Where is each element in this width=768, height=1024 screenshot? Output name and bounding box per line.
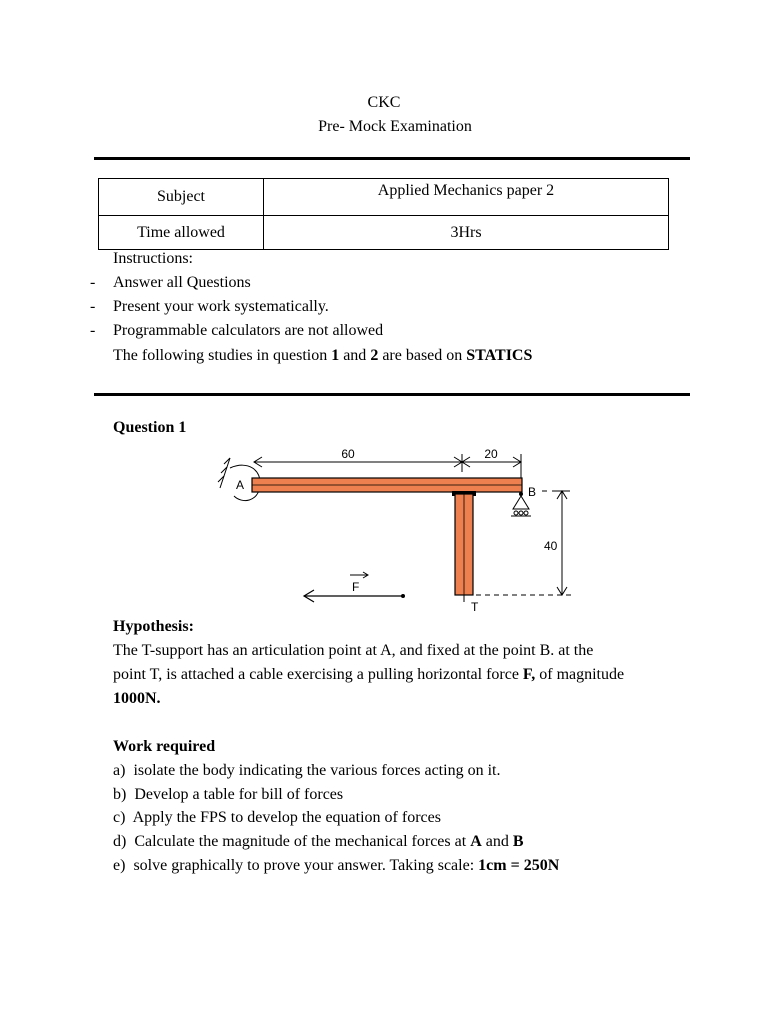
dimension-label-20: 20	[484, 447, 498, 461]
time-label: Time allowed	[99, 216, 264, 250]
time-value: 3Hrs	[264, 216, 669, 250]
instruction-item: Present your work systematically.	[113, 298, 329, 315]
hypothesis-line-3: 1000N.	[113, 690, 161, 707]
work-item-e: e) solve graphically to prove your answer. Taking scale: 1cm = 250N	[113, 857, 560, 874]
work-item-c: c) Apply the FPS to develop the equation of forces	[113, 809, 441, 826]
table-row	[99, 216, 669, 250]
hypothesis-title: Hypothesis:	[113, 618, 194, 635]
roller-support-b	[513, 496, 529, 509]
point-t-label: T	[471, 600, 479, 614]
instruction-item: Answer all Questions	[113, 274, 251, 291]
work-item-d: d) Calculate the magnitude of the mechanical forces at A and B	[113, 833, 524, 850]
table-row	[99, 179, 669, 216]
force-label: F	[352, 580, 360, 594]
exam-title: Pre- Mock Examination	[318, 118, 472, 135]
top-divider	[94, 157, 690, 160]
work-title: Work required	[113, 738, 216, 755]
point-a-label: A	[236, 478, 245, 492]
question-title: Question 1	[113, 419, 187, 436]
bullet: -	[90, 274, 96, 291]
info-table	[98, 178, 669, 250]
subject-value: Applied Mechanics paper 2	[264, 179, 669, 216]
point-b-label: B	[528, 485, 537, 499]
bullet: -	[90, 322, 96, 339]
dimension-label-40: 40	[544, 539, 558, 553]
subject-label: Subject	[99, 179, 264, 216]
bullet: -	[90, 298, 96, 315]
instructions-heading: Instructions:	[113, 250, 193, 267]
instruction-item: Programmable calculators are not allowed	[113, 322, 384, 339]
school-name: CKC	[367, 94, 401, 111]
hypothesis-line-2: point T, is attached a cable exercising a pulling horizontal force F, of magnitude	[113, 666, 625, 683]
t-support-diagram	[214, 444, 576, 614]
dimension-label-60: 60	[341, 447, 355, 461]
work-item-b: b) Develop a table for bill of forces	[113, 786, 344, 803]
work-item-a: a) isolate the body indicating the various forces acting on it.	[113, 762, 501, 779]
middle-divider	[94, 393, 690, 396]
statics-note: The following studies in question 1 and 2 are based on STATICS	[113, 347, 533, 364]
hypothesis-line-1: The T-support has an articulation point at A, and fixed at the point B. at the	[113, 642, 594, 659]
